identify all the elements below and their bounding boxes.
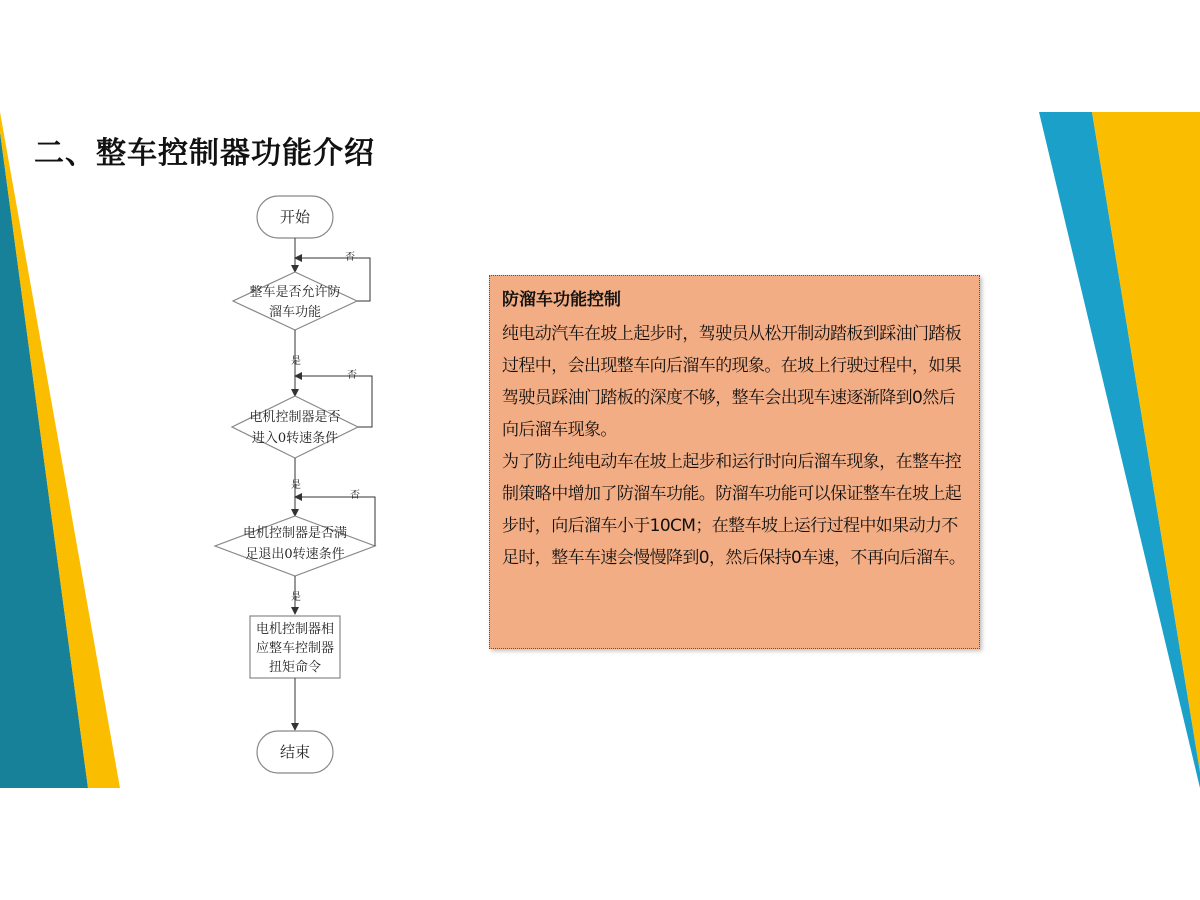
decision3-diamond [215, 516, 375, 576]
decision3-no-label: 否 [350, 490, 360, 501]
decision1-line1: 整车是否允许防 [249, 285, 341, 300]
decision2-line1: 电机控制器是否 [249, 410, 341, 425]
decision2-no-label: 否 [347, 370, 357, 381]
description-box [489, 275, 980, 649]
decision2-yes-label: 是 [291, 480, 301, 491]
decision2-diamond [232, 396, 358, 458]
start-label: 开始 [279, 208, 311, 226]
decision1-diamond [233, 272, 357, 330]
process-line2: 应整车控制器 [255, 641, 335, 656]
decision1-no-label: 否 [345, 252, 355, 263]
description-paragraph-2: 为了防止纯电动车在坡上起步和运行时向后溜车现象，在整车控制策略中增加了防溜车功能。防溜车功能可以保证整车在坡上起步时，向后溜车小于10CM；在整车坡上运行过程中如果动力不足时，整车车速会慢慢降到0，然后保持0车速，不再向后溜车。 [502, 452, 966, 568]
page-title: 二、整车控制器功能介绍 [34, 136, 375, 171]
decision2-line2: 进入0转速条件 [251, 431, 339, 446]
end-label: 结束 [279, 743, 311, 761]
decision1-yes-label: 是 [291, 356, 301, 367]
decision3-line2: 足退出0转速条件 [245, 547, 345, 562]
decision3-line1: 电机控制器是否满 [242, 526, 348, 541]
process-line1: 电机控制器相 [255, 622, 335, 637]
process-line3: 扭矩命令 [268, 660, 322, 675]
description-paragraph-1: 纯电动汽车在坡上起步时，驾驶员从松开制动踏板到踩油门踏板过程中，会出现整车向后溜车的现象。在坡上行驶过程中，如果驾驶员踩油门踏板的深度不够，整车会出现车速逐渐降到0然后向后溜车现象。 [502, 324, 962, 440]
decision1-line2: 溜车功能 [268, 305, 322, 320]
decision3-yes-label: 是 [291, 592, 301, 603]
description-heading: 防溜车功能控制 [502, 290, 621, 310]
